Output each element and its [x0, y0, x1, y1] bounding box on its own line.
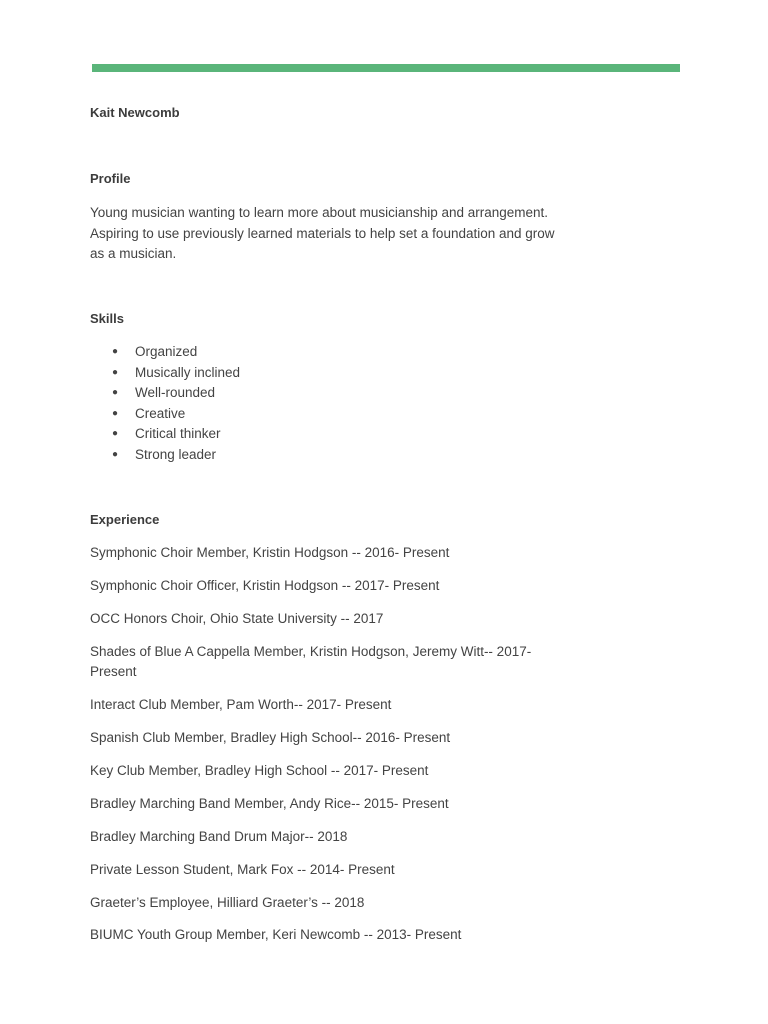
- bullet-icon: ●: [112, 346, 119, 357]
- experience-item: Spanish Club Member, Bradley High School-- 2016- Present: [90, 730, 451, 746]
- skill-item: [90, 342, 240, 363]
- experience-item: Graeter’s Employee, Hilliard Graeter’s -- 2018: [90, 894, 365, 910]
- skill-label: Strong leader: [135, 446, 217, 462]
- skill-item: [90, 383, 240, 404]
- skill-item: [90, 445, 240, 466]
- experience-item: Key Club Member, Bradley High School -- 2017- Present: [90, 762, 429, 778]
- skill-item: [90, 404, 240, 425]
- skill-label: Organized: [135, 344, 198, 359]
- experience-item: Bradley Marching Band Member, Andy Rice-- 2015- Present: [90, 795, 449, 811]
- experience-item: Interact Club Member, Pam Worth-- 2017- Present: [90, 697, 392, 713]
- experience-item: OCC Honors Choir, Ohio State University -- 2017: [90, 610, 384, 626]
- skill-label: Well-rounded: [135, 385, 216, 401]
- profile-heading: Profile: [90, 171, 131, 186]
- experience-item: Private Lesson Student, Mark Fox -- 2014- Present: [90, 861, 395, 877]
- experience-item: Symphonic Choir Officer, Kristin Hodgson -- 2017- Present: [90, 577, 440, 593]
- experience-item: Symphonic Choir Member, Kristin Hodgson -- 2016- Present: [90, 545, 450, 560]
- skill-item: [90, 363, 240, 384]
- resume-name: Kait Newcomb: [90, 105, 180, 120]
- bullet-icon: ●: [112, 407, 119, 419]
- bullet-icon: ●: [112, 428, 119, 440]
- accent-top-rule: [92, 64, 680, 72]
- experience-item: Shades of Blue A Cappella Member, Kristin Hodgson, Jeremy Witt-- 2017- Present: [90, 643, 532, 680]
- experience-list: [90, 543, 560, 958]
- profile-text: Young musician wanting to learn more about musicianship and arrangement. Aspiring to use previously learned materials to help set a foundation and grow as a musician.: [90, 205, 555, 262]
- skill-label: Critical thinker: [135, 426, 221, 442]
- experience-item: BIUMC Youth Group Member, Keri Newcomb -- 2013- Present: [90, 927, 462, 943]
- bullet-icon: ●: [112, 448, 119, 460]
- skill-label: Creative: [135, 405, 186, 421]
- skills-list: [90, 342, 240, 466]
- experience-heading: Experience: [90, 512, 160, 527]
- skill-item: [90, 424, 240, 445]
- experience-item: Bradley Marching Band Drum Major-- 2018: [90, 828, 348, 844]
- skill-label: Musically inclined: [135, 364, 241, 380]
- skills-heading: Skills: [90, 311, 124, 326]
- bullet-icon: ●: [112, 387, 119, 399]
- bullet-icon: ●: [112, 366, 119, 378]
